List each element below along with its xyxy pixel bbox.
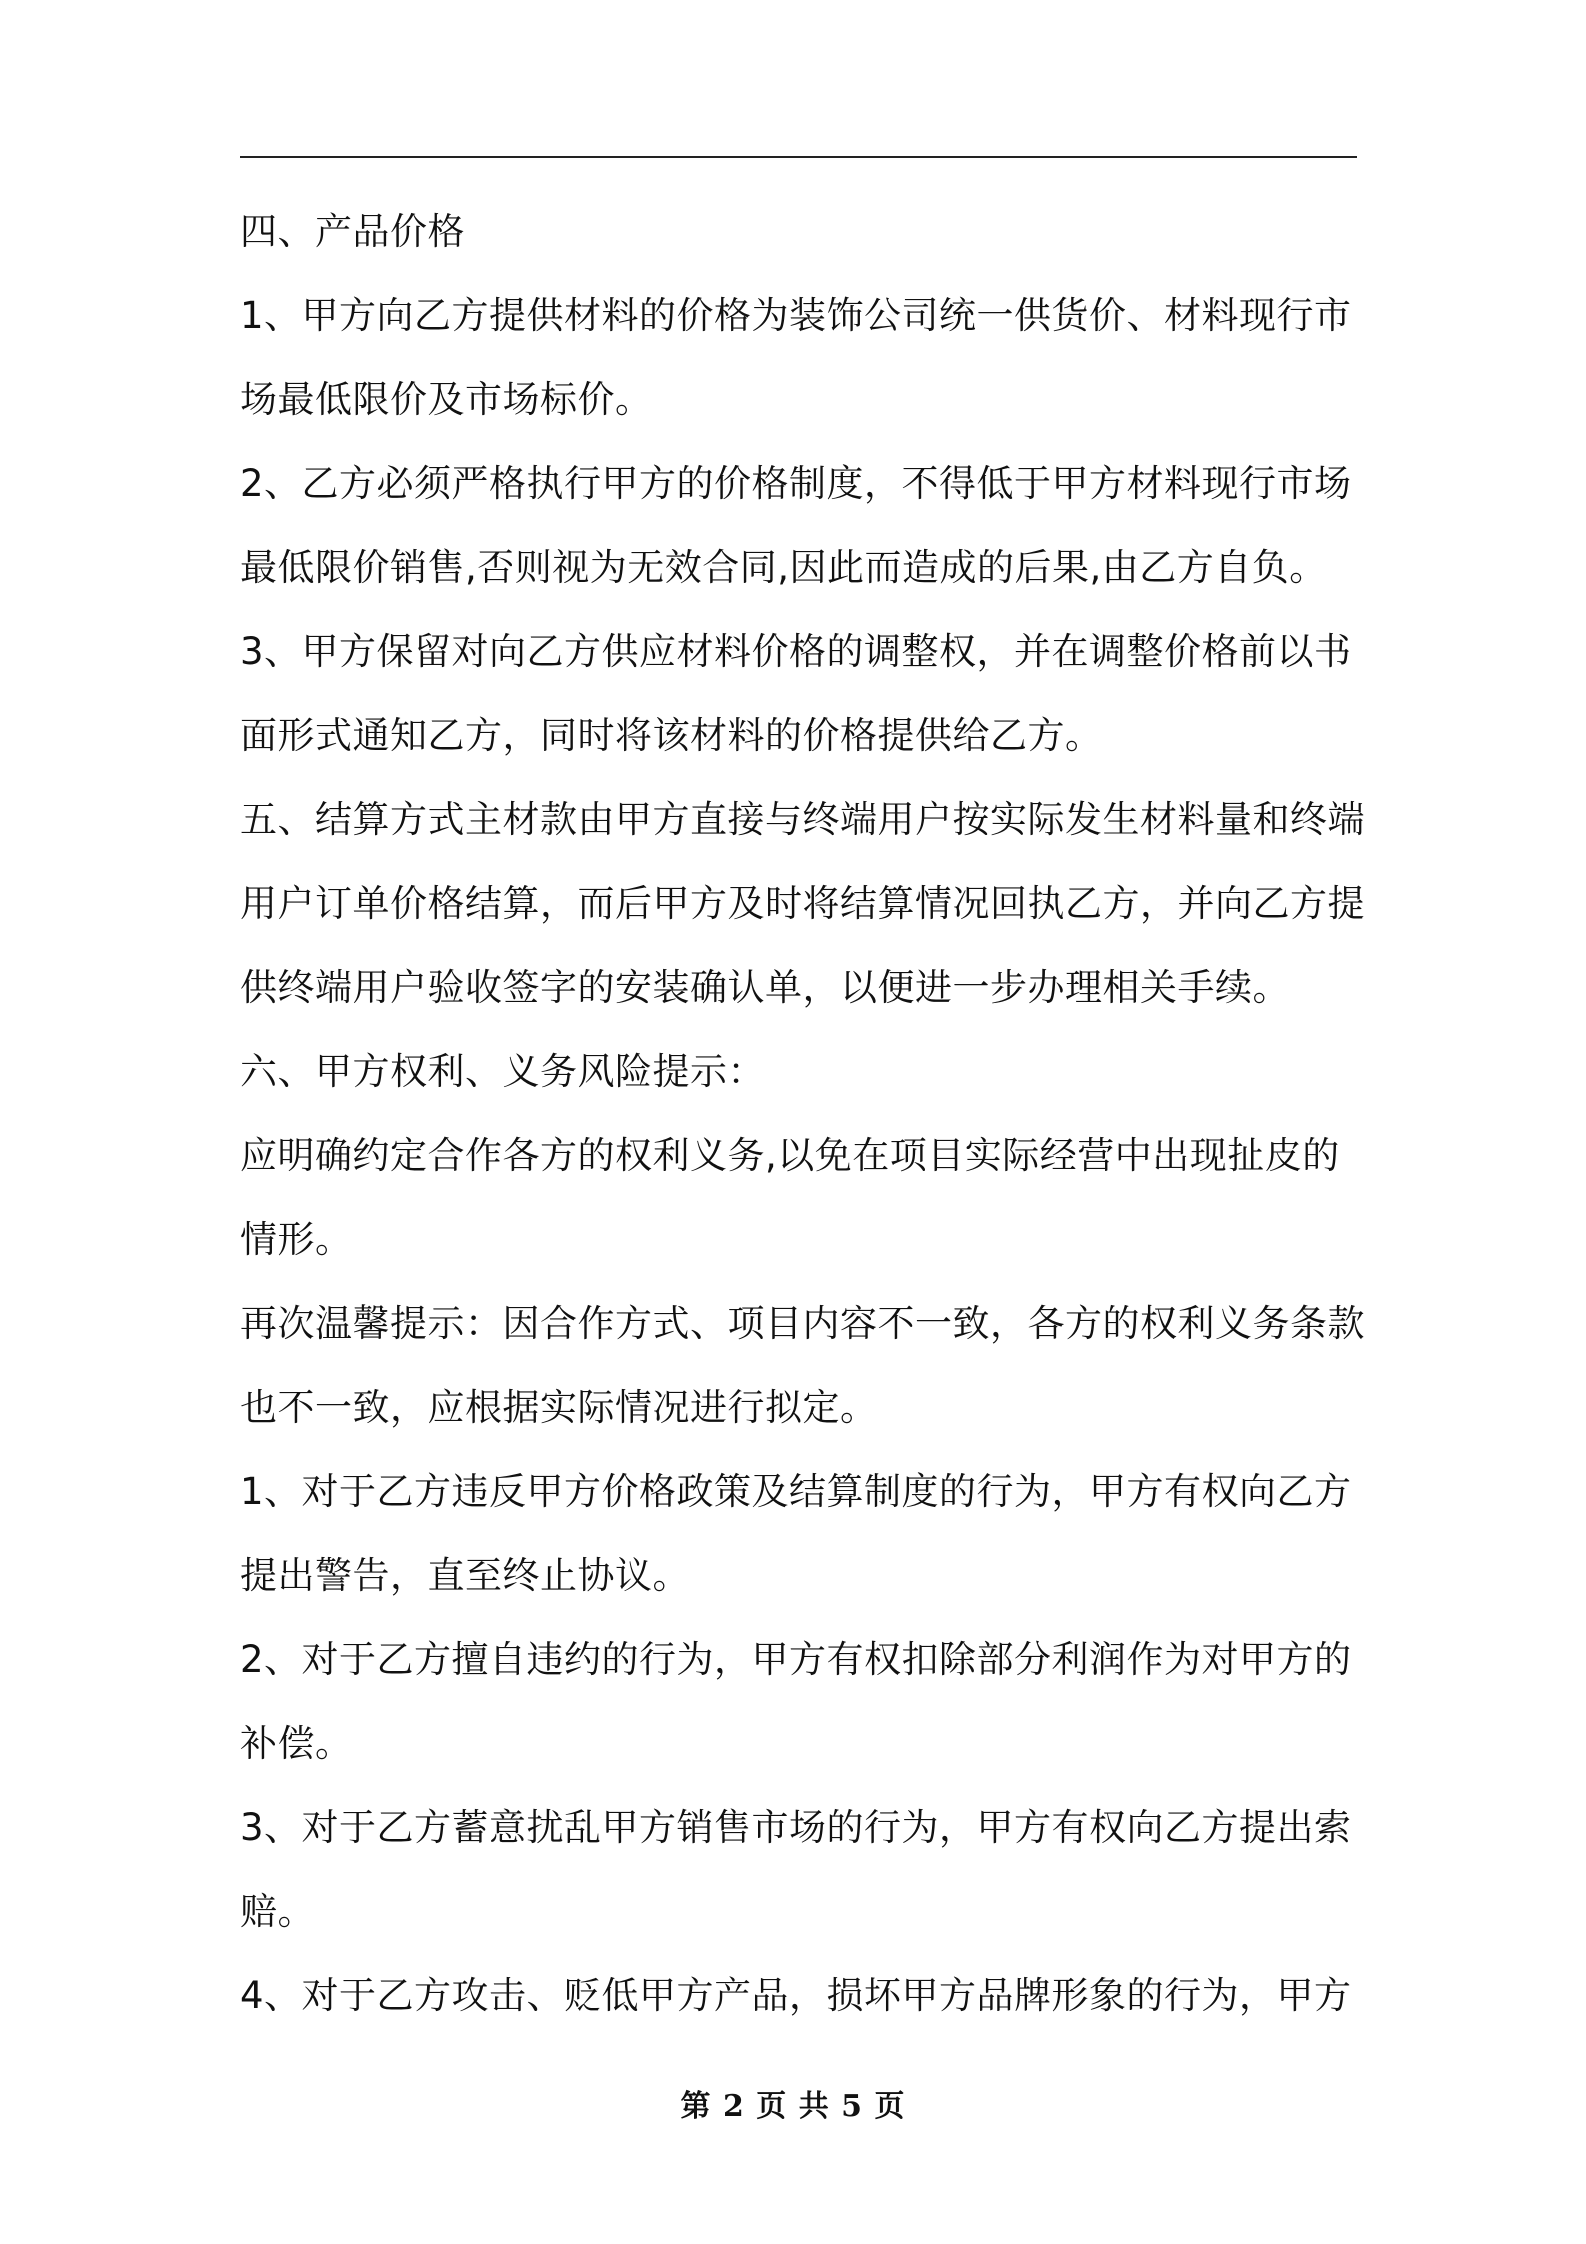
text-line: 2、对于乙方擅自违约的行为，甲方有权扣除部分利润作为对甲方的 — [240, 1638, 1352, 1681]
text-line: 3、甲方保留对向乙方供应材料价格的调整权，并在调整价格前以书 — [240, 630, 1352, 673]
text-line: 赔。 — [240, 1890, 315, 1933]
header-rule — [240, 156, 1357, 158]
text-line: 情形。 — [240, 1218, 353, 1261]
section-heading-product-price: 四、产品价格 — [240, 210, 465, 253]
text-line: 用户订单价格结算，而后甲方及时将结算情况回执乙方，并向乙方提 — [240, 882, 1365, 925]
text-line: 供终端用户验收签字的安装确认单，以便进一步办理相关手续。 — [240, 966, 1290, 1009]
text-line: 1、甲方向乙方提供材料的价格为装饰公司统一供货价、材料现行市 — [240, 294, 1352, 337]
text-line: 应明确约定合作各方的权利义务,以免在项目实际经营中出现扯皮的 — [240, 1134, 1340, 1177]
text-line: 4、对于乙方攻击、贬低甲方产品，损坏甲方品牌形象的行为，甲方 — [240, 1974, 1352, 2017]
section-heading-settlement: 五、结算方式主材款由甲方直接与终端用户按实际发生材料量和终端 — [240, 798, 1365, 841]
text-line: 补偿。 — [240, 1722, 353, 1765]
text-line: 提出警告，直至终止协议。 — [240, 1554, 690, 1597]
text-line: 最低限价销售,否则视为无效合同,因此而造成的后果,由乙方自负。 — [240, 546, 1327, 589]
section-heading-rights: 六、甲方权利、义务风险提示： — [240, 1050, 765, 1093]
text-line: 2、乙方必须严格执行甲方的价格制度，不得低于甲方材料现行市场 — [240, 462, 1352, 505]
text-line: 1、对于乙方违反甲方价格政策及结算制度的行为，甲方有权向乙方 — [240, 1470, 1352, 1513]
page-number-footer: 第 2 页 共 5 页 — [680, 2089, 906, 2124]
text-line: 3、对于乙方蓄意扰乱甲方销售市场的行为，甲方有权向乙方提出索 — [240, 1806, 1352, 1849]
text-line: 也不一致，应根据实际情况进行拟定。 — [240, 1386, 878, 1429]
text-line: 再次温馨提示：因合作方式、项目内容不一致，各方的权利义务条款 — [240, 1302, 1365, 1345]
text-line: 面形式通知乙方，同时将该材料的价格提供给乙方。 — [240, 714, 1103, 757]
text-line: 场最低限价及市场标价。 — [240, 378, 653, 421]
document-body — [240, 190, 1365, 2038]
